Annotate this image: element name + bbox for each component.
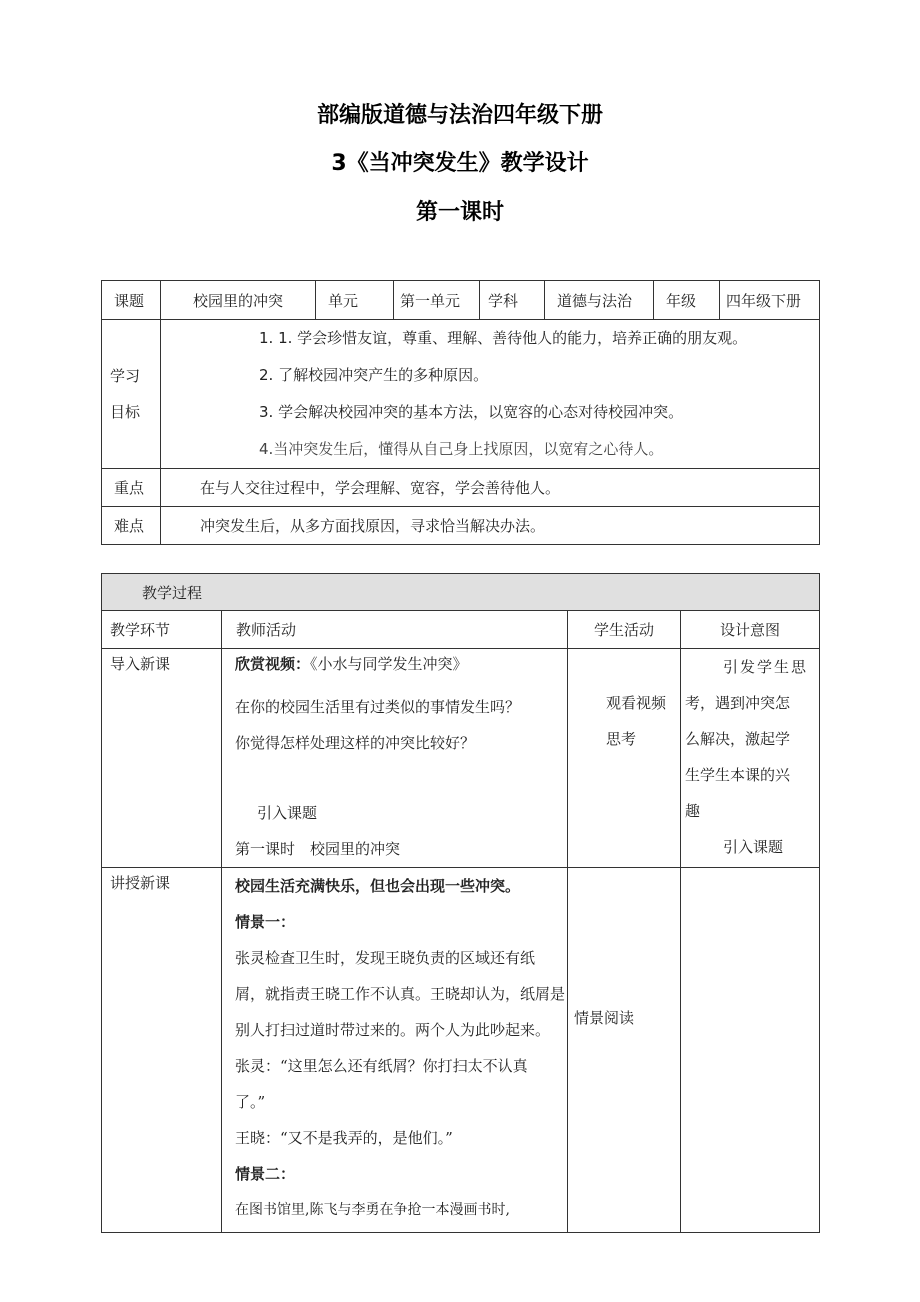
intent-line: 趣: [685, 802, 701, 820]
intent-line: 引入课题: [723, 838, 784, 856]
goal-item: 4.当冲突发生后，懂得从自己身上找原因，以宽宥之心待人。: [259, 440, 664, 458]
difficulty-label: 难点: [102, 507, 161, 545]
stage-teach: [102, 868, 222, 1233]
teach-lead: 校园生活充满快乐，但也会出现一些冲突。: [235, 877, 521, 895]
scene1-text: 张灵检查卫生时，发现王晓负责的区域还有纸: [235, 949, 536, 967]
grade-label: 年级: [654, 281, 720, 320]
student-intro-2: 思考: [606, 730, 637, 748]
intent-line: 么解决，激起学: [685, 730, 791, 748]
question-1: 在你的校园生活里有过类似的事情发生吗？: [235, 698, 521, 716]
goals-list: [161, 320, 820, 469]
unit-label: 单元: [316, 281, 394, 320]
lesson-title: 第一课时: [415, 200, 504, 225]
intro-topic: 引入课题: [257, 804, 318, 822]
goal-item: 1. 1. 学会珍惜友谊，尊重、理解、善待他人的能力，培养正确的朋友观。: [259, 329, 748, 347]
subject-label: 学科: [480, 281, 545, 320]
goals-label: [102, 320, 161, 469]
question-2: 你觉得怎样处理这样的冲突比较好？: [235, 734, 476, 752]
grade-value: 四年级下册: [720, 281, 820, 320]
intent-line: 引发学生思: [723, 658, 809, 676]
process-band: 教学过程: [102, 574, 820, 611]
student-intro: [568, 649, 681, 868]
unit-value: 第一单元: [394, 281, 480, 320]
topic-label: 课题: [102, 281, 161, 320]
goal-item: 2. 了解校园冲突产生的多种原因。: [259, 366, 489, 384]
scene1-dialogue: 了。”: [235, 1093, 266, 1111]
intent-intro: [681, 649, 820, 868]
lesson-info-table: [101, 280, 820, 545]
student-teach-1: 情景阅读: [574, 1009, 635, 1027]
student-teach: [568, 868, 681, 1233]
goal-item: 3. 学会解决校园冲突的基本方法，以宽容的心态对待校园冲突。: [259, 403, 684, 421]
scene1-dialogue: 张灵：“这里怎么还有纸屑？你打扫太不认真: [235, 1057, 528, 1075]
intent-teach: [681, 868, 820, 1233]
stage-teach-label: 讲授新课: [110, 874, 171, 892]
key-label: 重点: [102, 469, 161, 507]
scene2-title: 情景二：: [235, 1165, 296, 1183]
teacher-teach: [222, 868, 568, 1233]
intent-line: 生学生本课的兴: [685, 766, 791, 784]
doc-subtitle: 3《当冲突发生》教学设计: [331, 151, 589, 176]
difficulty-value: 冲突发生后，从多方面找原因，寻求恰当解决办法。: [161, 507, 820, 545]
stage-intro-label: 导入新课: [110, 655, 171, 673]
col-intent-header: 设计意图: [681, 611, 820, 649]
col-stage-header: 教学环节: [102, 611, 222, 649]
scene2-text: 在图书馆里,陈飞与李勇在争抢一本漫画书时,: [235, 1202, 510, 1218]
video-title: 《小水与同学发生冲突》: [310, 655, 468, 673]
scene1-text: 屑，就指责王晓工作不认真。王晓却认为，纸屑是: [235, 985, 566, 1003]
key-value: 在与人交往过程中，学会理解、宽容，学会善待他人。: [161, 469, 820, 507]
student-intro-1: 观看视频: [606, 694, 667, 712]
goals-label-line-2: 目标: [110, 403, 141, 421]
scene1-text: 别人打扫过道时带过来的。两个人为此吵起来。: [235, 1021, 551, 1039]
col-teacher-header: 教师活动: [222, 611, 568, 649]
lesson-topic: 第一课时 校园里的冲突: [235, 840, 401, 858]
teaching-process-table: [101, 573, 820, 1233]
stage-intro: [102, 649, 222, 868]
goals-label-line-1: 学习: [110, 367, 141, 385]
scene1-dialogue: 王晓：“又不是我弄的，是他们。”: [235, 1129, 453, 1147]
doc-title: 部编版道德与法治四年级下册: [316, 103, 603, 128]
col-student-header: 学生活动: [568, 611, 681, 649]
subject-value: 道德与法治: [545, 281, 654, 320]
video-label: 欣赏视频：: [235, 655, 311, 673]
scene1-title: 情景一：: [235, 913, 296, 931]
video-line: [235, 653, 567, 675]
intent-line: 考，遇到冲突怎: [685, 694, 791, 712]
teacher-intro: [222, 649, 568, 868]
topic-value: 校园里的冲突: [161, 281, 316, 320]
